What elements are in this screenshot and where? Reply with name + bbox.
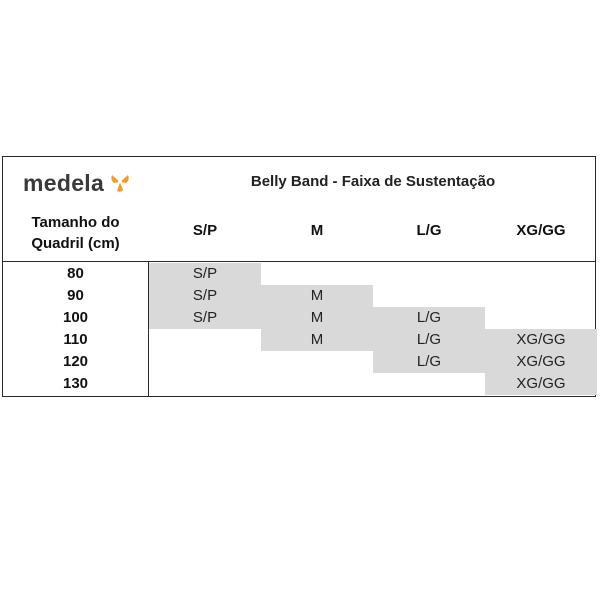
size-cell: M: [261, 307, 373, 329]
size-cell: S/P: [149, 307, 261, 329]
hip-size-row-label: 80: [67, 265, 84, 282]
column-header: L/G: [416, 222, 442, 239]
hip-size-row-label: 120: [62, 353, 89, 370]
column-header: M: [310, 222, 324, 239]
chart-title: Belly Band - Faixa de Sustentação: [250, 173, 496, 190]
column-header: XG/GG: [516, 222, 566, 239]
size-cell: S/P: [149, 263, 261, 285]
hip-size-row-label: 90: [67, 287, 84, 304]
brand-name: medela: [23, 170, 105, 196]
column-header: S/P: [192, 222, 218, 239]
size-cell: L/G: [373, 307, 485, 329]
size-cell: XG/GG: [485, 351, 597, 373]
medela-flower-icon: [109, 171, 131, 198]
size-cell: L/G: [373, 351, 485, 373]
size-cell: M: [261, 329, 373, 351]
medela-logo: [23, 169, 131, 198]
hip-size-row-label: 100: [62, 309, 89, 326]
size-chart-table: [2, 156, 596, 397]
size-cell: M: [261, 285, 373, 307]
hip-size-row-label: 130: [62, 375, 89, 392]
size-cell: L/G: [373, 329, 485, 351]
size-cell: XG/GG: [485, 329, 597, 351]
hip-size-label: [3, 212, 148, 254]
hip-label-line-1: Tamanho do: [31, 214, 120, 231]
header-divider: [3, 261, 595, 262]
hip-size-row-label: 110: [63, 331, 88, 348]
size-cell: XG/GG: [485, 373, 597, 395]
size-cell: S/P: [149, 285, 261, 307]
hip-label-line-2: Quadril (cm): [31, 235, 120, 252]
